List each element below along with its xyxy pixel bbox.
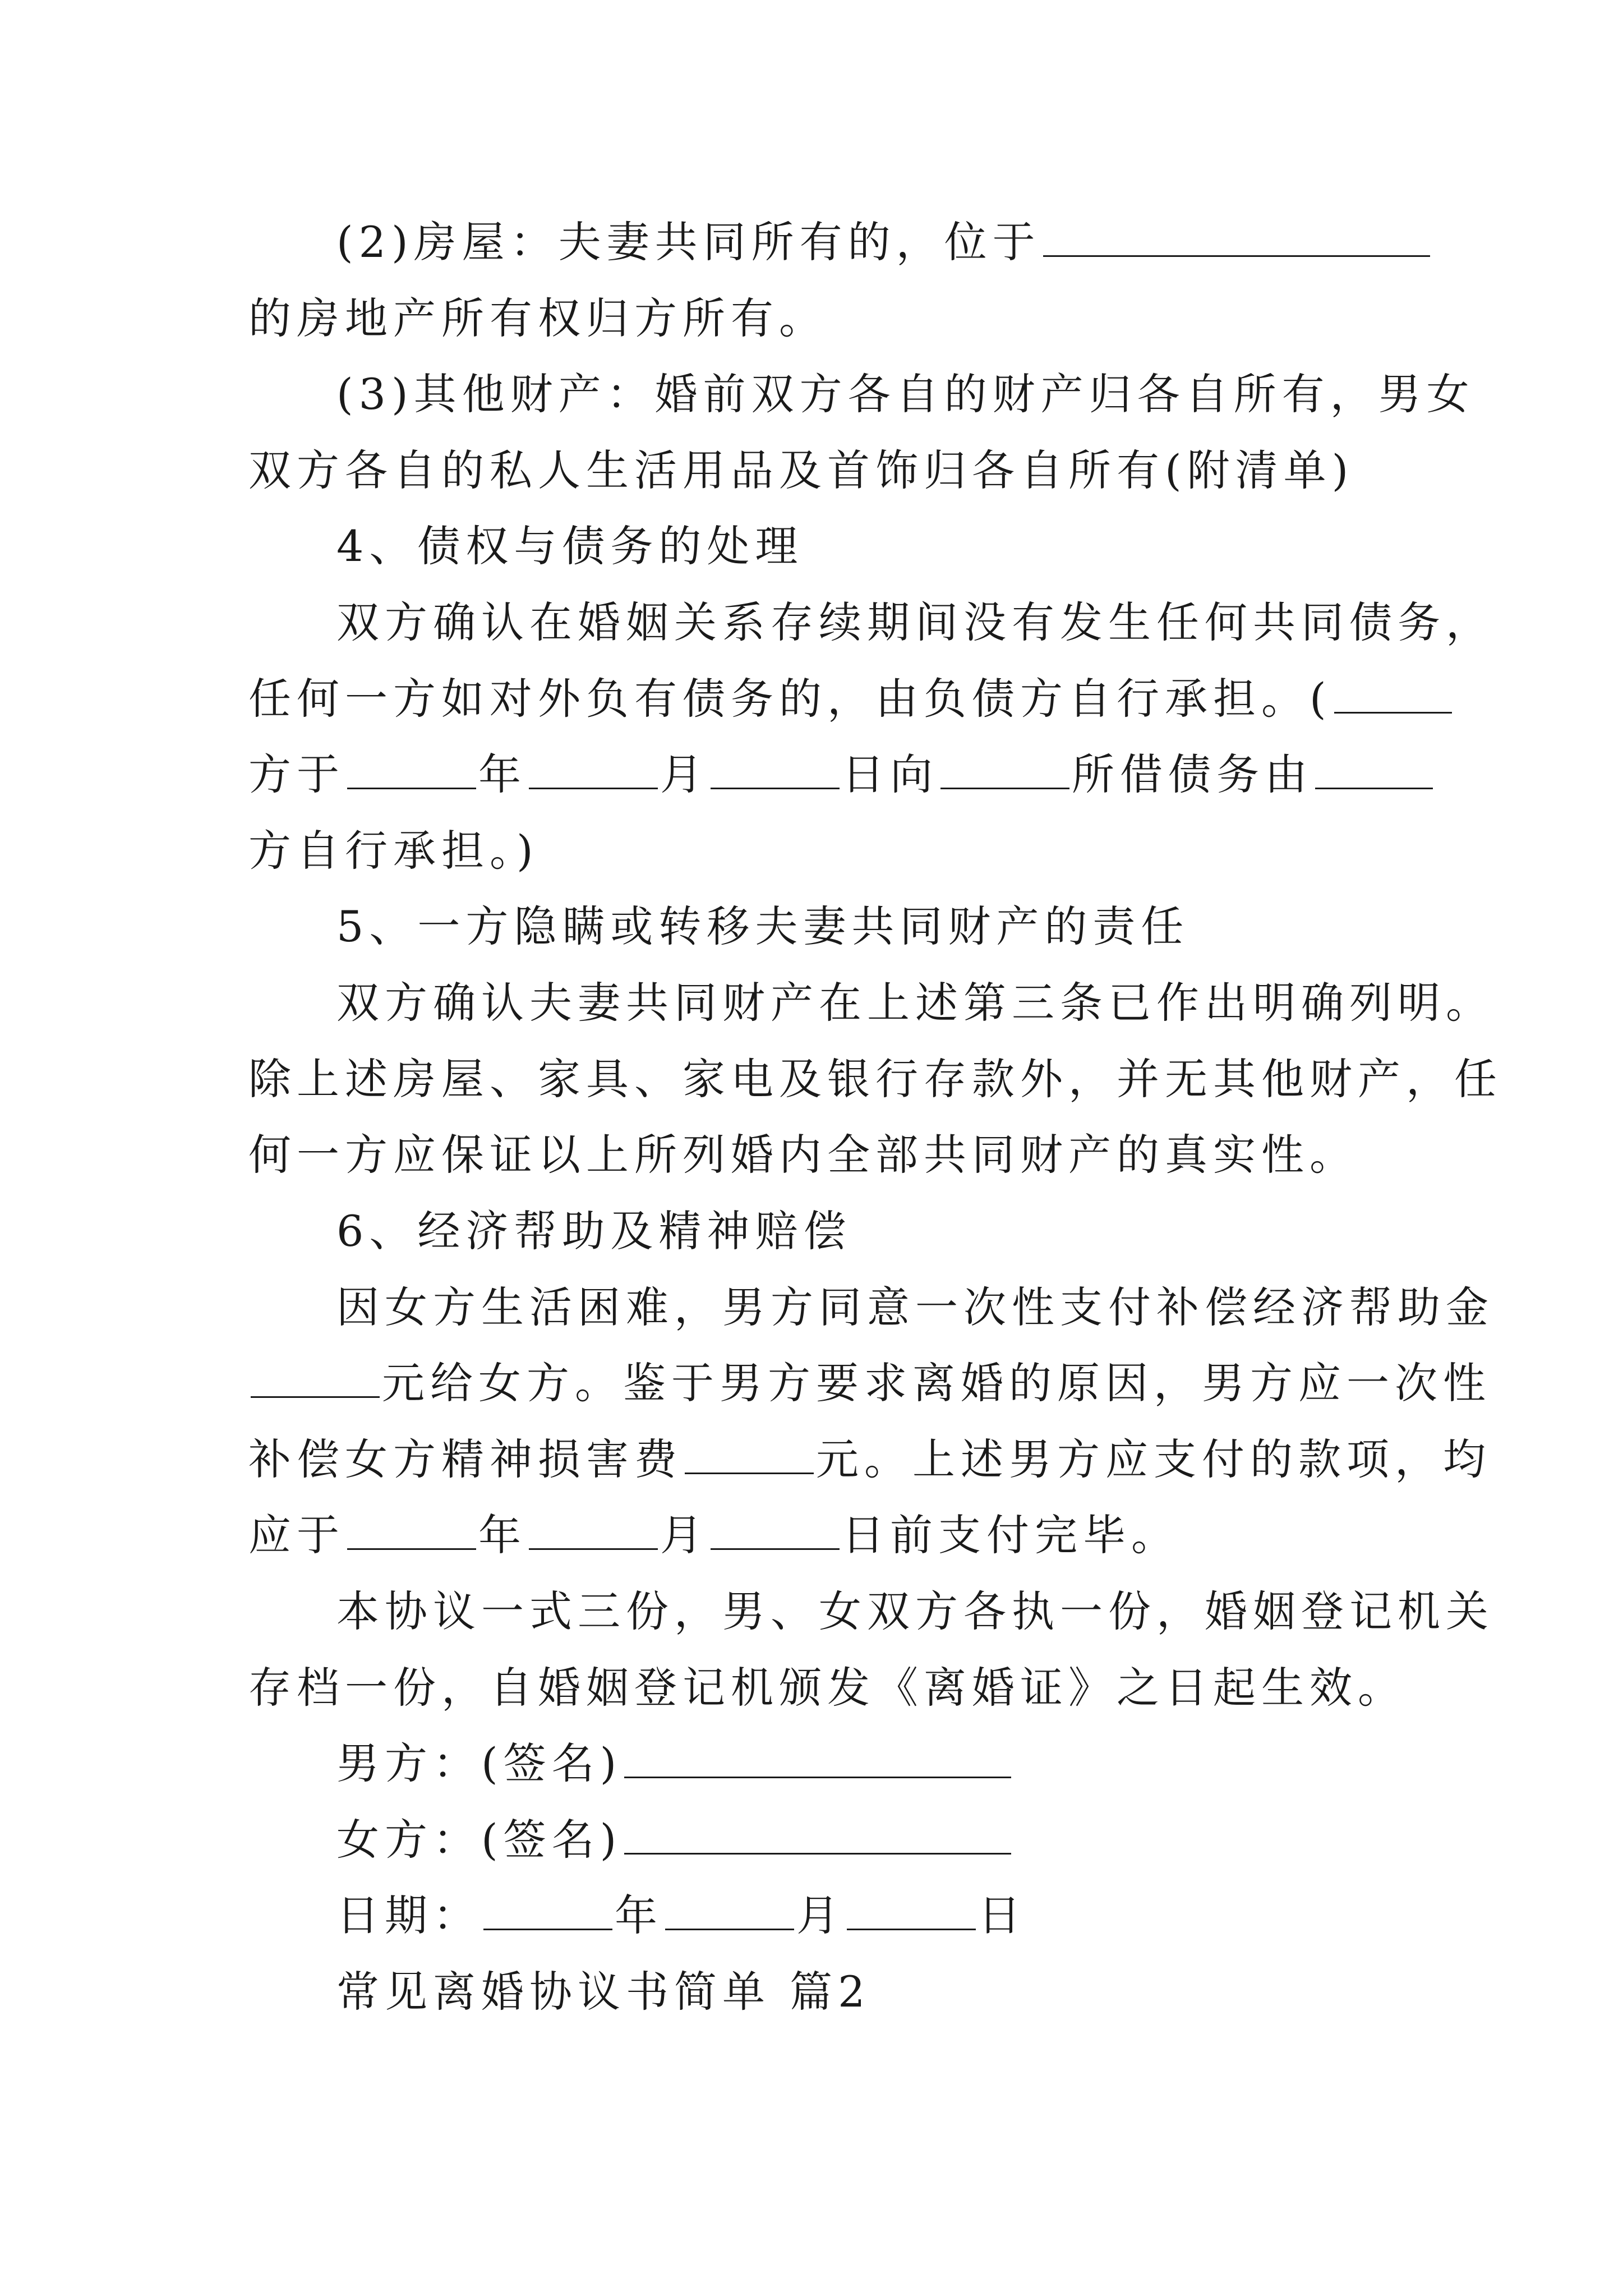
text-span: (2)房屋：夫妻共同所有的，位于 [336,217,1041,267]
fill-in-blank [711,1509,840,1550]
fill-in-blank [1315,748,1433,789]
paragraph-line [248,741,1435,808]
fill-in-blank [1043,216,1430,257]
section-heading [336,893,1189,960]
text-span: 方自行承担。) [248,826,539,876]
paragraph-line [336,1274,1494,1341]
paragraph-line [248,437,1354,504]
text-span: (3)其他财产：婚前双方各自的财产归各自所有，男女 [336,369,1475,419]
paragraph-line [248,1046,1502,1113]
section-title [336,1958,871,2026]
text-span: 年 [615,1890,663,1940]
paragraph-line [248,665,1454,733]
paragraph-line [248,817,539,885]
paragraph-line [248,1350,1491,1417]
text-span: 4、债权与债务的处理 [336,521,804,571]
text-span: 本协议一式三份，男、女双方各执一份，婚姻登记机关 [336,1586,1494,1636]
fill-in-blank [251,1357,380,1398]
paragraph-line [336,589,1494,656]
text-span: 补偿女方精神损害费 [248,1434,683,1484]
text-span: 日 [978,1890,1026,1940]
fill-in-blank [483,1889,612,1930]
fill-in-blank [347,748,476,789]
text-span: 的房地产所有权归方所有。 [248,293,827,343]
signature-line-female [336,1806,1013,1874]
paragraph-line [248,1121,1358,1189]
text-span: 日向 [842,749,938,799]
paragraph-line [336,1578,1494,1645]
text-span: 日期： [336,1890,481,1940]
text-span: 除上述房屋、家具、家电及银行存款外，并无其他财产，任 [248,1054,1502,1104]
text-span: 月 [660,749,708,799]
text-span: 双方确认夫妻共同财产在上述第三条已作出明确列明。 [336,978,1494,1028]
text-span: 应于 [248,1510,345,1560]
text-span: 5、一方隐瞒或转移夫妻共同财产的责任 [336,901,1189,951]
text-span: 月 [660,1510,708,1560]
text-span: 何一方应保证以上所列婚内全部共同财产的真实性。 [248,1130,1358,1180]
signature-blank [624,1737,1011,1778]
text-span: 年 [478,1510,527,1560]
text-span: 所借债务由 [1072,749,1313,799]
text-span: 年 [478,749,527,799]
paragraph-line [248,285,827,352]
fill-in-blank [665,1889,794,1930]
text-span: 女方：(签名) [336,1815,623,1865]
text-span: 元给女方。鉴于男方要求离婚的原因，男方应一次性 [382,1358,1491,1408]
paragraph-line [248,1426,1491,1493]
fill-in-blank [711,748,840,789]
paragraph-line [336,361,1475,428]
paragraph-line [336,969,1494,1037]
text-span: 方于 [248,749,345,799]
text-span: 因女方生活困难，男方同意一次性支付补偿经济帮助金 [336,1282,1494,1332]
fill-in-blank [940,748,1069,789]
text-span: 6、经济帮助及精神赔偿 [336,1206,852,1256]
text-span: 日前支付完毕。 [842,1510,1179,1560]
paragraph-line [248,1654,1406,1722]
signature-blank [624,1814,1011,1855]
paragraph-line [248,1502,1179,1569]
text-span: 元。上述男方应支付的款项，均 [816,1434,1491,1484]
text-span: 任何一方如对外负有债务的，由负债方自行承担。( [248,674,1332,724]
text-span: 存档一份，自婚姻登记机颁发《离婚证》之日起生效。 [248,1663,1406,1713]
fill-in-blank [529,748,658,789]
text-span: 双方确认在婚姻关系存续期间没有发生任何共同债务， [336,597,1494,647]
fill-in-blank [847,1889,976,1930]
paragraph-line [336,209,1432,276]
fill-in-blank [347,1509,476,1550]
text-span: 男方：(签名) [336,1738,623,1788]
text-span: 常见离婚协议书简单 篇2 [336,1967,871,2017]
text-span: 双方各自的私人生活用品及首饰归各自所有(附清单) [248,445,1354,495]
signature-line-male [336,1730,1013,1797]
section-heading [336,1198,851,1265]
text-span: 月 [796,1890,845,1940]
fill-in-blank [685,1433,814,1474]
date-line [336,1882,1026,1949]
fill-in-blank [1334,673,1452,714]
section-heading [336,513,803,580]
fill-in-blank [529,1509,658,1550]
